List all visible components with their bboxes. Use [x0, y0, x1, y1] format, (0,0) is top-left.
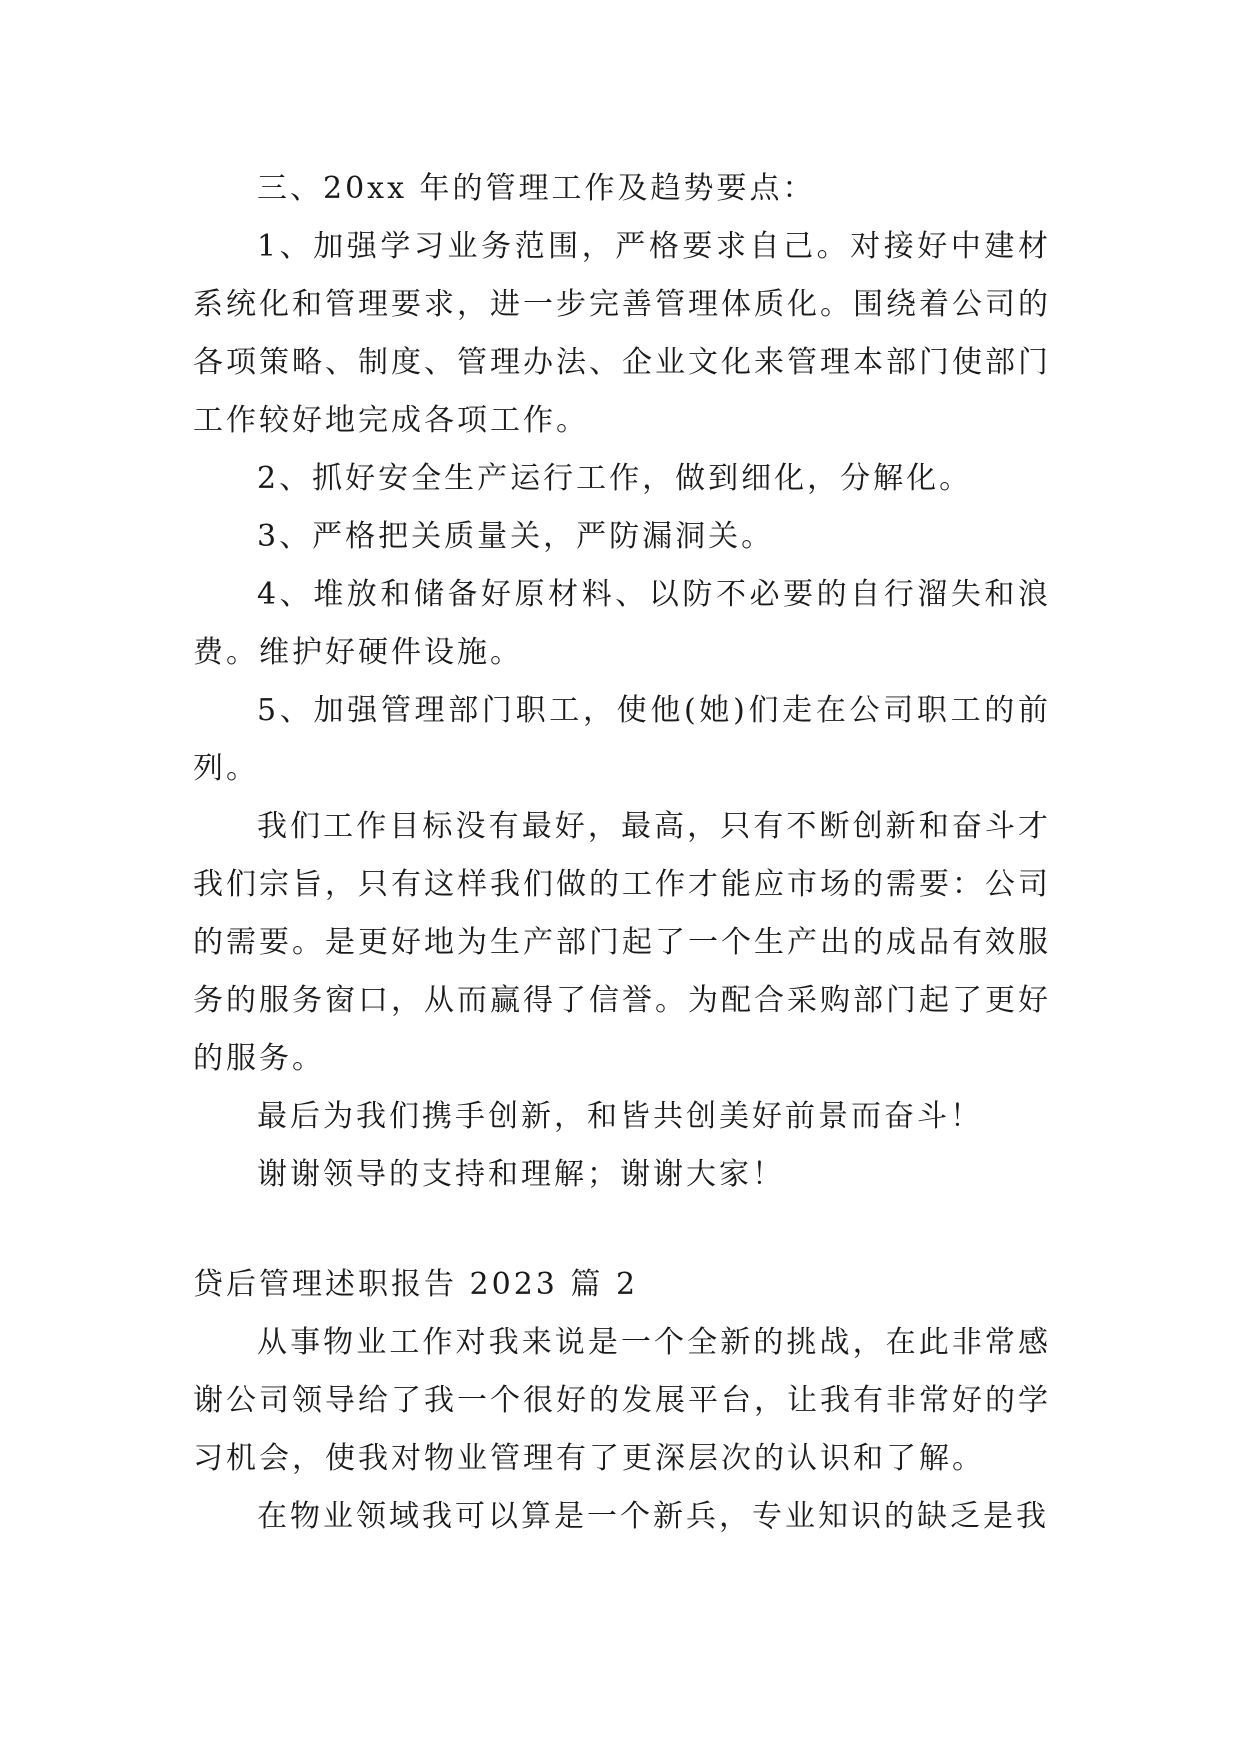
- paragraph-thanks: 谢谢领导的支持和理解；谢谢大家！: [257, 1157, 785, 1192]
- document-body: [193, 160, 1051, 1546]
- section-2-heading: 贷后管理述职报告 2023 篇 2: [193, 1267, 639, 1302]
- paragraph-property-intro: 从事物业工作对我来说是一个全新的挑战，在此非常感谢公司领导给了我一个很好的发展平台，让我有非常好的学习机会，使我对物业管理有了更深层次的认识和了解。: [193, 1325, 1051, 1476]
- paragraph-work-goals: 我们工作目标没有最好，最高，只有不断创新和奋斗才我们宗旨，只有这样我们做的工作才能应市场的需要：公司的需要。是更好地为生产部门起了一个生产出的成品有效服务的服务窗口，从而赢得了信誉。为配合采购部门起了更好的服务。: [193, 809, 1051, 1076]
- paragraph-closing: 最后为我们携手创新，和皆共创美好前景而奋斗！: [257, 1099, 983, 1134]
- paragraph-item-5: 5、加强管理部门职工，使他(她)们走在公司职工的前列。: [193, 693, 1051, 786]
- paragraph-item-4: 4、堆放和储备好原材料、以防不必要的自行溜失和浪费。维护好硬件设施。: [193, 577, 1051, 670]
- paragraph-item-3: 3、严格把关质量关，严防漏洞关。: [257, 519, 775, 554]
- paragraph-item-2: 2、抓好安全生产运行工作，做到细化，分解化。: [257, 461, 973, 496]
- paragraph-property-newcomer: 在物业领域我可以算是一个新兵，专业知识的缺乏是我: [257, 1499, 1049, 1534]
- paragraph-item-1: 1、加强学习业务范围，严格要求自己。对接好中建材系统化和管理要求，进一步完善管理体质化。围绕着公司的各项策略、制度、管理办法、企业文化来管理本部门使部门工作较好地完成各项工作。: [193, 229, 1051, 438]
- section-heading-management-points: 三、20xx 年的管理工作及趋势要点：: [257, 171, 816, 206]
